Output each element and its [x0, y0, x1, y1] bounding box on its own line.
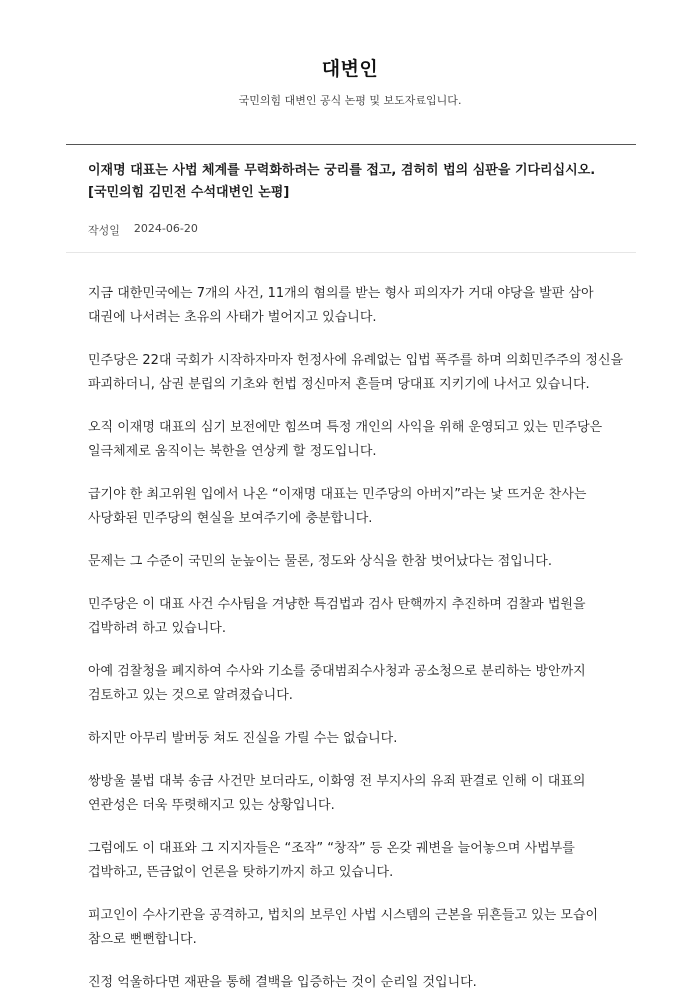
body-paragraph: 급기야 한 최고위원 입에서 나온 “이재명 대표는 민주당의 아버지”라는 낯 뜨거운 찬사는 사당화된 민주당의 현실을 보여주기에 충분합니다. — [88, 487, 587, 526]
body-paragraph: 쌍방울 불법 대북 송금 사건만 보더라도, 이화영 전 부지사의 유죄 판결로 인해 이 대표의 연관성은 더욱 뚜렷해지고 있는 상황입니다. — [88, 774, 586, 813]
body-paragraph: 하지만 아무리 발버둥 쳐도 진실을 가릴 수는 없습니다. — [88, 731, 398, 746]
date-label: 작성일 — [88, 224, 120, 237]
site-header — [0, 0, 700, 145]
body-paragraph: 민주당은 이 대표 사건 수사팀을 겨냥한 특검법과 검사 탄핵까지 추진하며 검찰과 법원을 겁박하려 하고 있습니다. — [88, 597, 586, 636]
body-paragraph: 민주당은 22대 국회가 시작하자마자 헌정사에 유례없는 입법 폭주를 하며 의회민주주의 정신을 파괴하더니, 삼권 분립의 기초와 헌법 정신마저 흔들며 당대표 지키기에 나서고 있습니다. — [88, 353, 624, 392]
body-paragraph: 오직 이재명 대표의 심기 보전에만 힘쓰며 특정 개인의 사익을 위해 운영되고 있는 민주당은 일극체제로 움직이는 북한을 연상케 할 정도입니다. — [88, 420, 603, 459]
body-paragraph: 그럼에도 이 대표와 그 지지자들은 “조작” “창작” 등 온갖 궤변을 늘어놓으며 사법부를 겁박하고, 뜬금없이 언론을 탓하기까지 하고 있습니다. — [88, 841, 575, 880]
body-paragraph: 피고인이 수사기관을 공격하고, 법치의 보루인 사법 시스템의 근본을 뒤흔들고 있는 모습이 참으로 뻔뻔합니다. — [88, 908, 599, 947]
site-title[interactable]: 대변인 — [321, 58, 379, 80]
meta-divider — [66, 252, 636, 253]
article-date: 2024-06-20 — [133, 222, 198, 235]
article-meta — [88, 222, 198, 238]
body-paragraph: 지금 대한민국에는 7개의 사건, 11개의 혐의를 받는 형사 피의자가 거대 야당을 발판 삼아 대권에 나서려는 초유의 사태가 벌어지고 있습니다. — [88, 286, 594, 325]
body-paragraph: 문제는 그 수준이 국민의 눈높이는 물론, 정도와 상식을 한참 벗어났다는 점입니다. — [88, 554, 553, 569]
body-paragraph: 아예 검찰청을 폐지하여 수사와 기소를 중대범죄수사청과 공소청으로 분리하는 방안까지 검토하고 있는 것으로 알려졌습니다. — [88, 664, 586, 703]
article-title: 이재명 대표는 사법 체계를 무력화하려는 궁리를 접고, 겸허히 법의 심판을 기다리십시오. [국민의힘 김민전 수석대변인 논평] — [88, 163, 596, 200]
header-divider — [66, 144, 636, 145]
body-paragraph: 진정 억울하다면 재판을 통해 결백을 입증하는 것이 순리일 것입니다. — [88, 975, 477, 990]
site-subtitle: 국민의힘 대변인 공식 논평 및 보도자료입니다. — [238, 94, 462, 107]
article-body — [88, 282, 628, 990]
